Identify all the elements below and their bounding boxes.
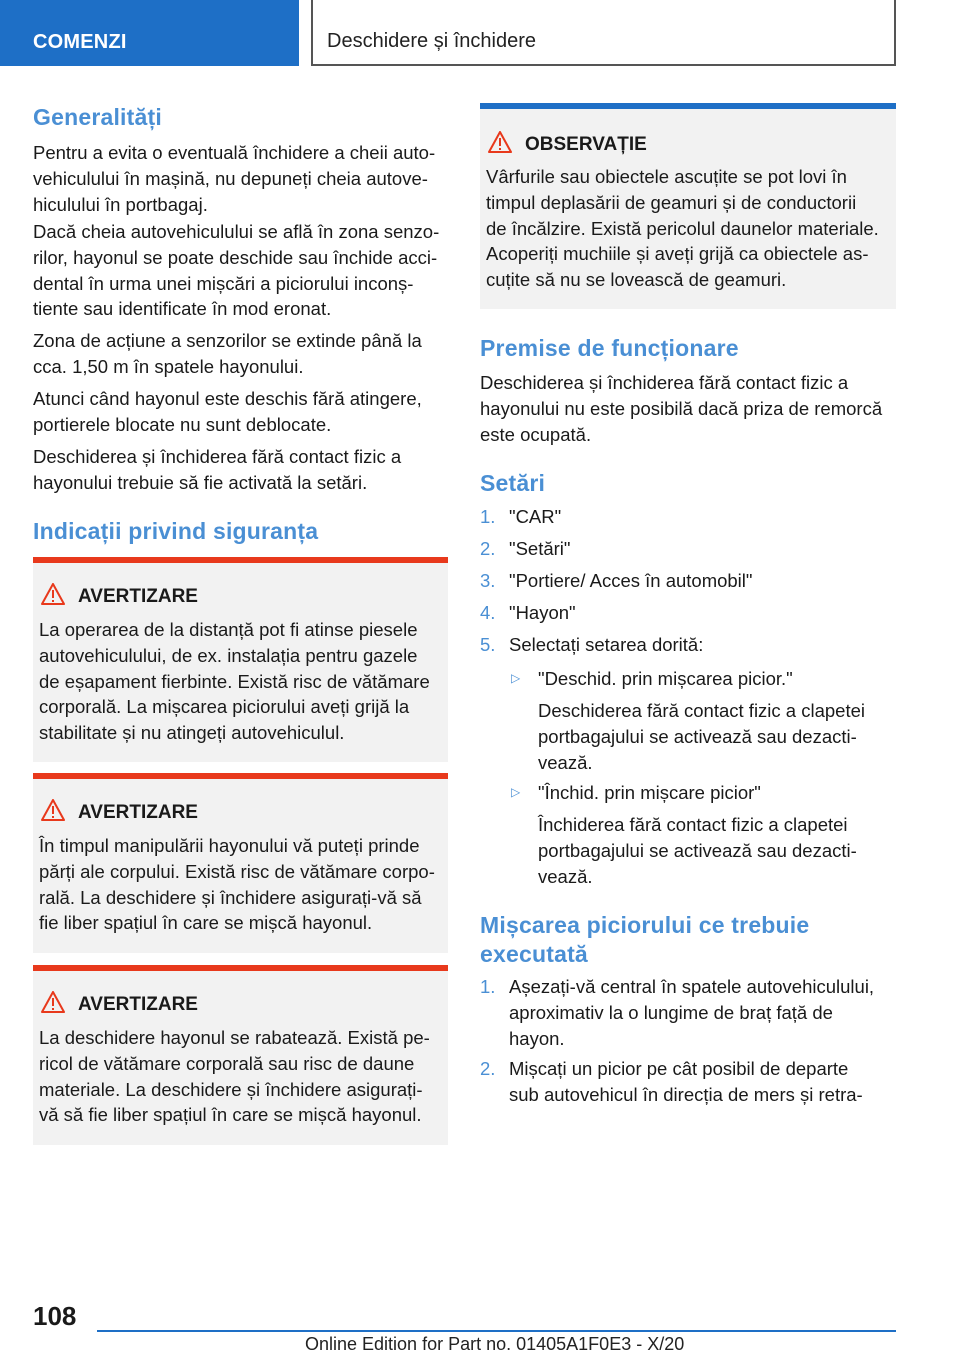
warning-title: AVERTIZARE	[78, 586, 198, 607]
warning-bar	[33, 557, 448, 563]
notice-title: OBSERVAȚIE	[525, 134, 647, 155]
footer-rule	[97, 1330, 896, 1332]
warning-text: La operarea de la distanță pot fi atinse piesele autovehiculului, de ex. instalația pentru gazele de eșapament fierbinte. Există risc de vătămare corporală. La mișcarea piciorului aveți grijă la stabilitate și nu atingeți autovehiculul.	[39, 619, 430, 744]
foot-heading: Mișcarea piciorului ce trebuie executată	[480, 912, 810, 967]
section-tab[interactable]	[0, 0, 299, 66]
step-number: 2.	[480, 538, 496, 559]
step-text: Așezați-vă central în spatele autovehiculului, aproximativ la o lungime de braț față de hayon.	[509, 976, 875, 1049]
warning-triangle-icon	[41, 799, 65, 821]
step-number: 3.	[480, 570, 496, 591]
step-text: "CAR"	[509, 506, 562, 527]
warning-text: La deschidere hayonul se rabatează. Există pe- ricol de vătămare corporală sau risc de daune materiale. La deschidere și închidere asigurați- vă să fie liber spațiul în care se mișcă hayonul.	[39, 1027, 430, 1126]
step-text: Mișcați un picior pe cât posibil de departe sub autovehicul în direcția de mers și retra-	[509, 1058, 863, 1105]
notice-text: Vârfurile sau obiectele ascuțite se pot lovi în timpul deplasării de geamuri și de conductorii de încălzire. Există pericolul daunelor materiale. Acoperiți muchiile și aveți grijă ca obiectele as- cuțite să nu se lovească de geamuri.	[486, 166, 879, 291]
step-text: "Hayon"	[509, 602, 576, 623]
general-heading: Generalități	[33, 104, 162, 130]
warning-bar	[33, 965, 448, 971]
warning-triangle-icon	[488, 131, 512, 153]
step-number: 1.	[480, 976, 496, 997]
warning-box-3	[33, 965, 448, 1145]
triangle-bullet-icon: ▷	[511, 671, 521, 685]
settings-heading: Setări	[480, 470, 546, 496]
sub-option-desc: Deschiderea fără contact fizic a clapetei portbagajului se activează sau dezacti- vează.	[538, 700, 866, 773]
warning-title: AVERTIZARE	[78, 802, 198, 823]
sub-option-label: "Închid. prin mișcare picior"	[538, 782, 761, 803]
general-para-4: Atunci când hayonul este deschis fără atingere, portierele blocate nu sunt deblocate.	[33, 388, 422, 435]
warning-box-2	[33, 773, 448, 953]
step-number: 1.	[480, 506, 496, 527]
premise-text: Deschiderea și închiderea fără contact fizic a hayonului nu este posibilă dacă priza de remorcă este ocupată.	[480, 372, 883, 445]
step-number: 4.	[480, 602, 496, 623]
premise-heading: Premise de funcționare	[480, 335, 739, 361]
chapter-tab[interactable]	[311, 0, 896, 66]
warning-box-1	[33, 557, 448, 762]
sub-option-label: "Deschid. prin mișcarea picior."	[538, 668, 793, 689]
step-text: "Portiere/ Acces în automobil"	[509, 570, 753, 591]
edition-text: Online Edition for Part no. 01405A1F0E3 - X/20	[305, 1334, 685, 1354]
warning-text: În timpul manipulării hayonului vă puteți prinde părți ale corpului. Există risc de vătămare corpo- rală. La deschidere și închidere asigurați-vă să fie liber spațiul în care se mișcă hayonul.	[39, 835, 435, 934]
warning-triangle-icon	[41, 583, 65, 605]
warning-triangle-icon	[41, 991, 65, 1013]
page-number: 108	[33, 1301, 77, 1331]
section-tab-label: COMENZI	[33, 31, 127, 53]
step-text: Selectați setarea dorită:	[509, 634, 704, 655]
chapter-tab-label: Deschidere și închidere	[327, 30, 536, 52]
step-number: 5.	[480, 634, 496, 655]
safety-heading: Indicații privind siguranța	[33, 518, 319, 544]
general-para-2: Dacă cheia autovehiculului se află în zona senzo- rilor, hayonul se poate deschide sau închide acci- dental în urma unei mișcări a piciorului inconș- tiente sau identificate în mod eronat.	[33, 221, 440, 320]
triangle-bullet-icon: ▷	[511, 785, 521, 799]
notice-box	[480, 103, 896, 309]
general-para-3: Zona de acțiune a senzorilor se extinde până la cca. 1,50 m în spatele hayonului.	[33, 330, 422, 377]
step-number: 2.	[480, 1058, 496, 1079]
warning-title: AVERTIZARE	[78, 994, 198, 1015]
notice-bar	[480, 103, 896, 109]
warning-bar	[33, 773, 448, 779]
general-para-5: Deschiderea și închiderea fără contact fizic a hayonului trebuie să fie activată la setări.	[33, 446, 402, 493]
step-text: "Setări"	[509, 538, 571, 559]
general-para-1: Pentru a evita o eventuală închidere a cheii auto- vehiculului în mașină, nu depuneți cheia autove- hiculului în portbagaj.	[33, 142, 436, 215]
sub-option-desc: Închiderea fără contact fizic a clapetei portbagajului se activează sau dezacti- vează.	[538, 814, 857, 887]
